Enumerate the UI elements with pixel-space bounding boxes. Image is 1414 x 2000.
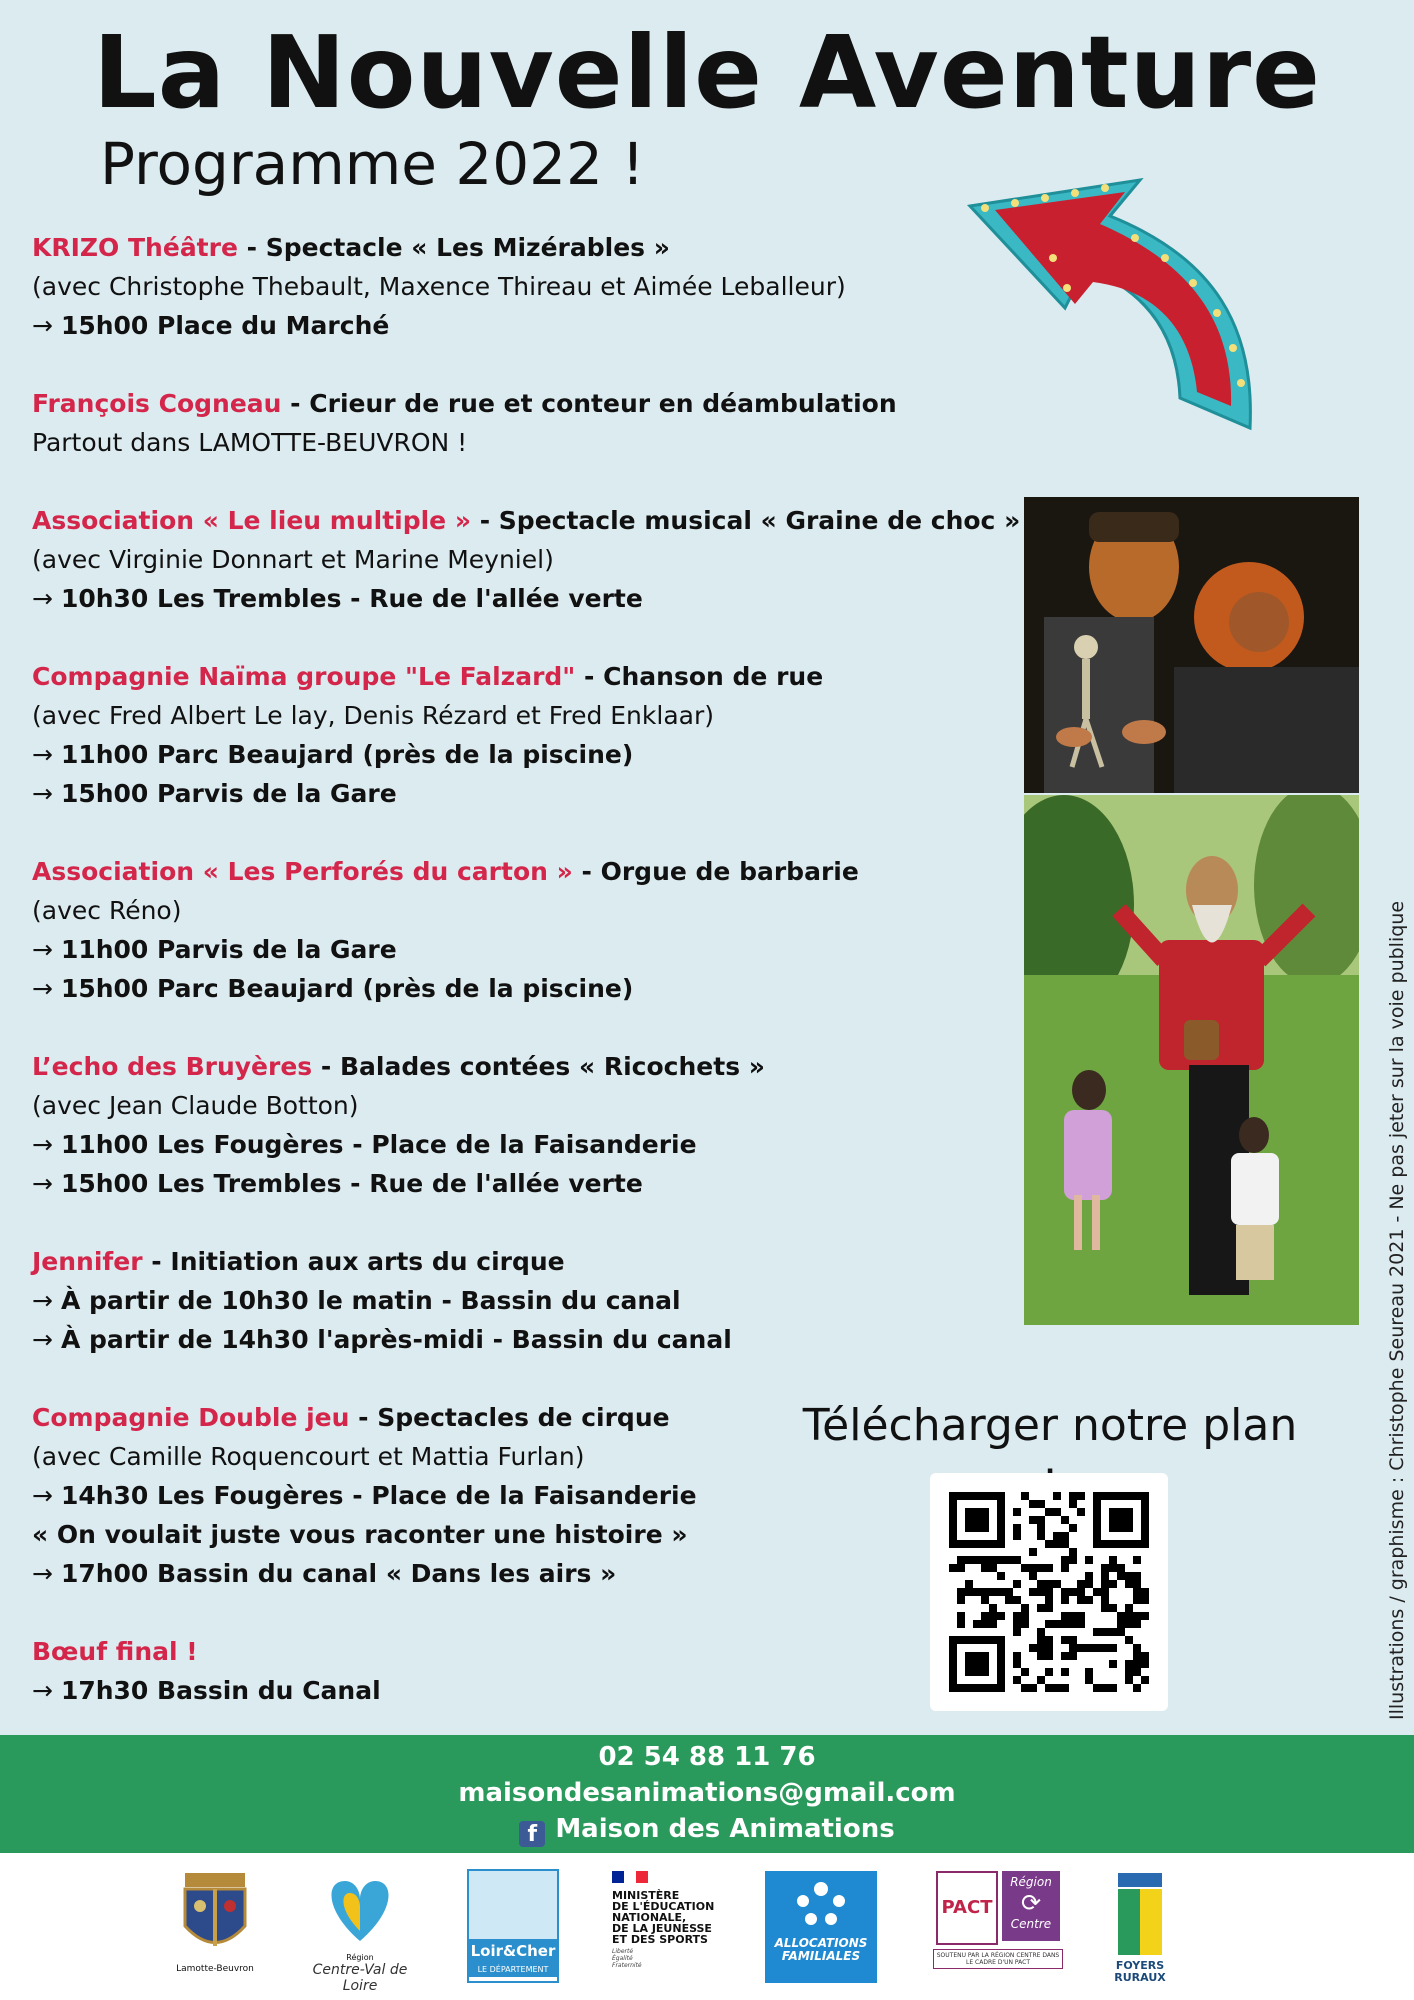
cast-detail [32, 891, 1032, 930]
line-text: 10h30 Les Trembles - Rue de l'allée verte [60, 584, 643, 613]
performer-name: Compagnie Naïma groupe "Le Falzard" [32, 662, 576, 691]
separator: - [281, 389, 310, 418]
program-list [32, 228, 1032, 1749]
time-location [32, 1671, 1032, 1710]
contact-footer [0, 1735, 1414, 1853]
time-location [32, 1320, 1032, 1359]
time-location [32, 969, 1032, 1008]
performer-name: Compagnie Double jeu [32, 1403, 350, 1432]
logo-text-line: RURAUX [1114, 1971, 1166, 1984]
ministere-logo [612, 1871, 732, 1969]
facebook-icon: f [519, 1821, 545, 1847]
time-location [32, 1554, 1032, 1593]
time-location [32, 306, 1032, 345]
region-small-label: Région [346, 1953, 374, 1962]
time-location [32, 579, 1032, 618]
page-title: La Nouvelle Aventure [93, 14, 1321, 131]
partner-logos [0, 1853, 1414, 2000]
performer-name: Association « Les Perforés du carton » [32, 857, 573, 886]
loir-et-cher-logo [467, 1869, 557, 1983]
logo-text-line: MINISTÈRE [612, 1889, 680, 1902]
facebook-label: Maison des Animations [555, 1814, 895, 1844]
qr-title: Télécharger notre plan [802, 1400, 1298, 1451]
logo-text-line: Égalité [612, 1955, 633, 1962]
performer-name: L’echo des Bruyères [32, 1052, 313, 1081]
line-text: (avec Réno) [32, 896, 182, 925]
line-text: 11h00 Les Fougères - Place de la Faisanderie [60, 1130, 697, 1159]
lamotte-beuvron-logo [160, 1871, 270, 1974]
separator: - [349, 1403, 378, 1432]
program-entry [32, 1632, 1032, 1710]
facebook-link[interactable] [0, 1811, 1414, 1847]
entry-heading [32, 501, 1032, 540]
cast-detail [32, 696, 1032, 735]
line-text: 15h00 Parc Beaujard (près de la piscine) [60, 974, 634, 1003]
time-location [32, 930, 1032, 969]
cast-detail [32, 423, 1032, 462]
activity-title: Chanson de rue [603, 662, 824, 691]
logo-text-line: NATIONALE, [612, 1911, 687, 1924]
pact-region-label: Région [1010, 1875, 1052, 1889]
cast-detail [32, 267, 1032, 306]
separator: - [142, 1247, 171, 1276]
program-entry [32, 852, 1032, 1008]
pact-sub-label: SOUTENU PAR LA RÉGION CENTRE DANS LE CADRE D'UN PACT [933, 1949, 1063, 1969]
activity-title: Balades contées « Ricochets » [339, 1052, 765, 1081]
arrow-right-icon: → [32, 1130, 53, 1159]
separator: - [575, 662, 604, 691]
stilt-walker-photo [1024, 795, 1359, 1325]
line-text: (avec Fred Albert Le lay, Denis Rézard et Fred Enklaar) [32, 701, 714, 730]
arrow-right-icon: → [32, 1559, 53, 1588]
entry-heading [32, 228, 1032, 267]
region-centre-val-de-loire-logo [295, 1871, 425, 1994]
line-text: 17h30 Bassin du Canal [60, 1676, 381, 1705]
entry-heading [32, 852, 1032, 891]
arrow-right-icon: → [32, 1676, 53, 1705]
line-text: 14h30 Les Fougères - Place de la Faisanderie [60, 1481, 697, 1510]
loir-et-cher-sub: LE DÉPARTEMENT [469, 1963, 557, 1977]
logo-text-line: FAMILIALES [781, 1949, 861, 1963]
performer-name: François Cogneau [32, 389, 282, 418]
arrow-right-icon: → [32, 779, 53, 808]
time-location [32, 1281, 1032, 1320]
program-entry [32, 1242, 1032, 1359]
line-text: À partir de 14h30 l'après-midi - Bassin du canal [60, 1325, 732, 1354]
performer-name: Association « Le lieu multiple » [32, 506, 471, 535]
line-text: (avec Jean Claude Botton) [32, 1091, 359, 1120]
arrow-right-icon: → [32, 935, 53, 964]
program-entry [32, 501, 1032, 618]
program-entry [32, 1047, 1032, 1203]
line-text: À partir de 10h30 le matin - Bassin du canal [60, 1286, 681, 1315]
program-entry [32, 228, 1032, 345]
logo-text-line: Liberté [612, 1948, 634, 1955]
activity-title: Spectacle musical « Graine de choc » [498, 506, 1021, 535]
entry-heading [32, 384, 1032, 423]
arrow-right-icon: → [32, 1481, 53, 1510]
time-location [32, 735, 1032, 774]
separator: - [237, 233, 266, 262]
entry-heading [32, 1047, 1032, 1086]
arrow-right-icon: → [32, 974, 53, 1003]
separator: - [572, 857, 601, 886]
line-text: Partout dans LAMOTTE-BEUVRON ! [32, 428, 468, 457]
activity-title: Initiation aux arts du cirque [170, 1247, 565, 1276]
cast-detail [32, 540, 1032, 579]
qr-code[interactable] [930, 1473, 1168, 1711]
foyers-ruraux-logo [1105, 1871, 1175, 1984]
arrow-right-icon: → [32, 311, 53, 340]
line-text: (avec Camille Roquencourt et Mattia Furlan) [32, 1442, 585, 1471]
activity-title: Crieur de rue et conteur en déambulation [309, 389, 897, 418]
pact-logo: PACT Région ⟳ Centre SOUTENU PAR LA RÉGION CENTRE DANS LE CADRE D'UN PACT [933, 1871, 1063, 1969]
separator: - [312, 1052, 340, 1081]
program-entry [32, 384, 1032, 462]
loir-et-cher-label: Loir&Cher [469, 1939, 557, 1963]
line-text: 17h00 Bassin du canal « Dans les airs » [60, 1559, 617, 1588]
activity-title: Spectacles de cirque [377, 1403, 670, 1432]
page-subtitle: Programme 2022 ! [100, 130, 645, 198]
logo-text-line: ET DES SPORTS [612, 1933, 708, 1946]
email-link[interactable]: maisondesanimations@gmail.com [458, 1778, 956, 1808]
time-location [32, 1164, 1032, 1203]
entry-heading [32, 1632, 1032, 1671]
puppet-show-photo [1024, 497, 1359, 793]
credit-text: Illustrations / graphisme : Christophe Seureau 2021 - Ne pas jeter sur la voie publique [1386, 900, 1408, 1720]
show-subtitle: « On voulait juste vous raconter une histoire » [32, 1520, 688, 1549]
pact-label: PACT [936, 1871, 998, 1945]
line-text: 11h00 Parc Beaujard (près de la piscine) [60, 740, 634, 769]
arrow-right-icon: → [32, 584, 53, 613]
line-text: (avec Christophe Thebault, Maxence Thireau et Aimée Leballeur) [32, 272, 846, 301]
phone-number[interactable]: 02 54 88 11 76 [598, 1742, 816, 1772]
arrow-right-icon: → [32, 1286, 53, 1315]
caf-logo [765, 1871, 880, 1983]
arrow-right-icon: → [32, 1169, 53, 1198]
activity-title: Spectacle « Les Mizérables » [265, 233, 670, 262]
time-location [32, 1125, 1032, 1164]
activity-title: Orgue de barbarie [600, 857, 859, 886]
line-text: 15h00 Parvis de la Gare [60, 779, 397, 808]
program-entry [32, 657, 1032, 813]
entry-heading [32, 1242, 1032, 1281]
logo-text-line: DE L'ÉDUCATION [612, 1900, 715, 1913]
arrow-right-icon: → [32, 740, 53, 769]
lamotte-beuvron-label: Lamotte-Beuvron [176, 1964, 254, 1974]
line-text: 11h00 Parvis de la Gare [60, 935, 397, 964]
arrow-right-icon: → [32, 1325, 53, 1354]
performer-name: Jennifer [32, 1247, 143, 1276]
entry-heading [32, 657, 1032, 696]
separator: - [471, 506, 499, 535]
line-text: 15h00 Place du Marché [60, 311, 390, 340]
cast-detail [32, 1086, 1032, 1125]
line-text: (avec Virginie Donnart et Marine Meyniel) [32, 545, 554, 574]
logo-text-line: Fraternité [612, 1962, 642, 1969]
line-text: 15h00 Les Trembles - Rue de l'allée verte [60, 1169, 643, 1198]
time-location [32, 774, 1032, 813]
pact-centre-label: Centre [1010, 1917, 1052, 1931]
logo-text-line: FOYERS [1115, 1959, 1165, 1972]
performer-name: Bœuf final ! [32, 1637, 198, 1666]
region-label: Centre-Val de Loire [312, 1962, 408, 1994]
logo-text-line: DE LA JEUNESSE [612, 1922, 712, 1935]
logo-text-line: ALLOCATIONS [774, 1936, 868, 1950]
performer-name: KRIZO Théâtre [32, 233, 238, 262]
